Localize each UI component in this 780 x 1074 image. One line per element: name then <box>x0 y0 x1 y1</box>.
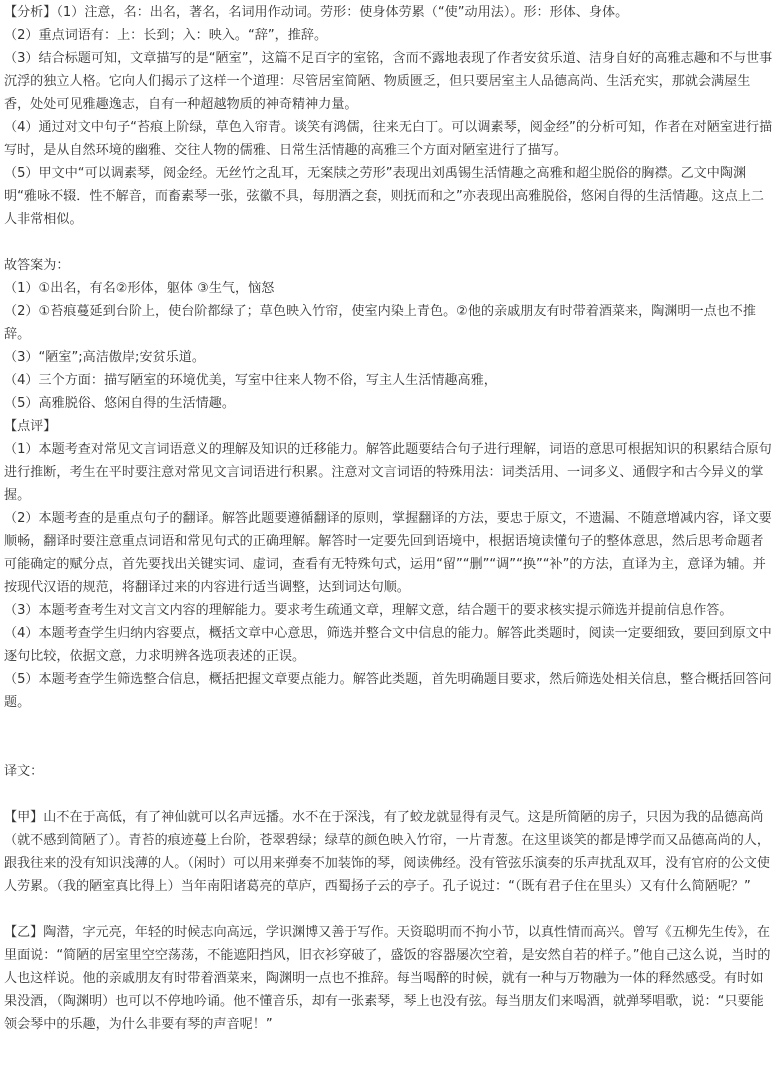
analysis-paragraph-4: （4）通过对文中句子“苔痕上阶绿，草色入帘青。谈笑有鸿儒，往来无白丁。可以调素琴，阅金经”的分析可知，作者在对陋室进行描写时，是从自然环境的幽雅、交往人物的儒雅、日常生活情趣的高雅三个方面对陋室进行了描写。 <box>4 120 773 158</box>
spacer <box>4 898 776 921</box>
answer-item-5: （5）高雅脱俗、悠闲自得的生活情趣。 <box>4 396 235 411</box>
analysis-section <box>4 1 776 231</box>
comment-heading: 【点评】 <box>4 419 57 434</box>
comment-paragraph-2: （2）本题考查的是重点句子的翻译。解答此题要遵循翻译的原则，掌握翻译的方法，要忠于原文，不遗漏、不随意增减内容，译文要顺畅，翻译时要注意重点词语和常见句式的正确理解。解答时一定要先回到语境中，根据语境读懂句子的整体意思，然后思考命题者可能确定的赋分点，首先要找出关键实词、虚词，查看有无特殊句式，运用“留”“删”“调”“换”“补”的方法，直译为主，意译为辅。并按现代汉语的规范，将翻译过来的内容进行适当调整，达到词达句顺。 <box>4 511 772 595</box>
answer-item-4: （4）三个方面：描写陋室的环境优美，写室中往来人物不俗，写主人生活情趣高雅， <box>4 373 497 388</box>
comment-section <box>4 415 776 714</box>
comment-paragraph-3: （3）本题考查考生对文言文内容的理解能力。要求考生疏通文章，理解文意，结合题干的要求核实提示筛选并提前信息作答。 <box>4 603 733 618</box>
comment-paragraph-1: （1）本题考查对常见文言词语意义的理解及知识的迁移能力。解答此题要结合句子进行理解，词语的意思可根据知识的积累结合原句进行推断，考生在平时要注意对常见文言词语进行积累。注意对文言词语的特殊用法：词类活用、一词多义、通假字和古今异义的掌握。 <box>4 442 772 503</box>
answer-item-3: （3）“陋室”;高洁傲岸;安贫乐道。 <box>4 350 205 365</box>
translation-heading: 译文： <box>4 764 44 779</box>
answer-item-1: （1）①出名，有名②形体，躯体 ③生气，恼怒 <box>4 281 275 296</box>
answer-item-2: （2）①苔痕蔓延到台阶上，使台阶都绿了；草色映入竹帘，使室内染上青色。②他的亲戚朋友有时带着酒菜来，陶渊明一点也不推辞。 <box>4 304 756 342</box>
spacer <box>4 231 776 254</box>
answer-heading: 故答案为： <box>4 258 70 273</box>
comment-paragraph-4: （4）本题考查学生归纳内容要点，概括文章中心意思，筛选并整合文中信息的能力。解答此类题时，阅读一定要细致，要回到原文中逐句比较，依据文意，力求明辨各选项表述的正误。 <box>4 626 772 664</box>
document-body <box>4 1 776 1036</box>
analysis-paragraph-2: （2）重点词语有：上：长到；入：映入。“辞”，推辞。 <box>4 28 328 43</box>
spacer <box>4 714 776 760</box>
translation-yi-paragraph: 【乙】陶潜，字元亮，年轻的时候志向高远，学识渊博又善于写作。天资聪明而不拘小节，以真性情而高兴。曾写《五柳先生传》，在里面说：“简陋的居室里空空荡荡，不能遮阳挡风，旧衣衫穿破了，盛饭的容器屡次空着，是安然自若的样子。”他自己这么说，当时的人也这样说。他的亲戚朋友有时带着酒菜来，陶渊明一点也不推辞。每当喝醉的时候，就有一种与万物融为一体的释然感受。有时如果没酒，（陶渊明）也可以不停地吟诵。他不懂音乐，却有一张素琴，琴上也没有弦。每当朋友们来喝酒，就弹琴唱歌，说：“只要能领会琴中的乐趣，为什么非要有琴的声音呢！” <box>4 925 771 1032</box>
analysis-paragraph-5: （5）甲文中“可以调素琴，阅金经。无丝竹之乱耳，无案牍之劳形”表现出刘禹锡生活情趣之高雅和超尘脱俗的胸襟。乙文中陶渊明“雅咏不辍．性不解音，而畜素琴一张，弦徽不具，每朋酒之套，则抚而和之”亦表现出高雅脱俗，悠闲自得的生活情趣。这点上二人非常相似。 <box>4 166 764 227</box>
answer-section <box>4 254 776 415</box>
translation-jia-paragraph: 【甲】山不在于高低，有了神仙就可以名声远播。水不在于深浅，有了蛟龙就显得有灵气。这是所简陋的房子，只因为我的品德高尚（就不感到简陋了）。青苔的痕迹蔓上台阶，苍翠碧绿；绿草的颜色映入竹帘，一片青葱。在这里谈笑的都是博学而又品德高尚的人，跟我往来的没有知识浅薄的人。（闲时）可以用来弹奏不加装饰的琴，阅读佛经。没有管弦乐演奏的乐声扰乱双耳，没有官府的公文使人劳累。（我的陋室真比得上）当年南阳诸葛亮的草庐，西蜀扬子云的亭子。孔子说过：“（既有君子住在里头）又有什么简陋呢？” <box>4 810 770 894</box>
spacer <box>4 783 776 806</box>
translation-section <box>4 760 776 1036</box>
analysis-paragraph-1: 【分析】（1）注意，名：出名，著名，名词用作动词。劳形：使身体劳累（“使”动用法）。形：形体、身体。 <box>4 5 629 20</box>
comment-paragraph-5: （5）本题考查学生筛选整合信息，概括把握文章要点能力。解答此类题，首先明确题目要求，然后筛选处相关信息，整合概括回答问题。 <box>4 672 772 710</box>
analysis-paragraph-3: （3）结合标题可知，文章描写的是“陋室”，这篇不足百字的室铭，含而不露地表现了作者安贫乐道、洁身自好的高雅志趣和不与世事沉浮的独立人格。它向人们揭示了这样一个道理：尽管居室简陋、物质匮乏，但只要居室主人品德高尚、生活充实，那就会满屋生香，处处可见雅趣逸志，自有一种超越物质的神奇精神力量。 <box>4 51 773 112</box>
